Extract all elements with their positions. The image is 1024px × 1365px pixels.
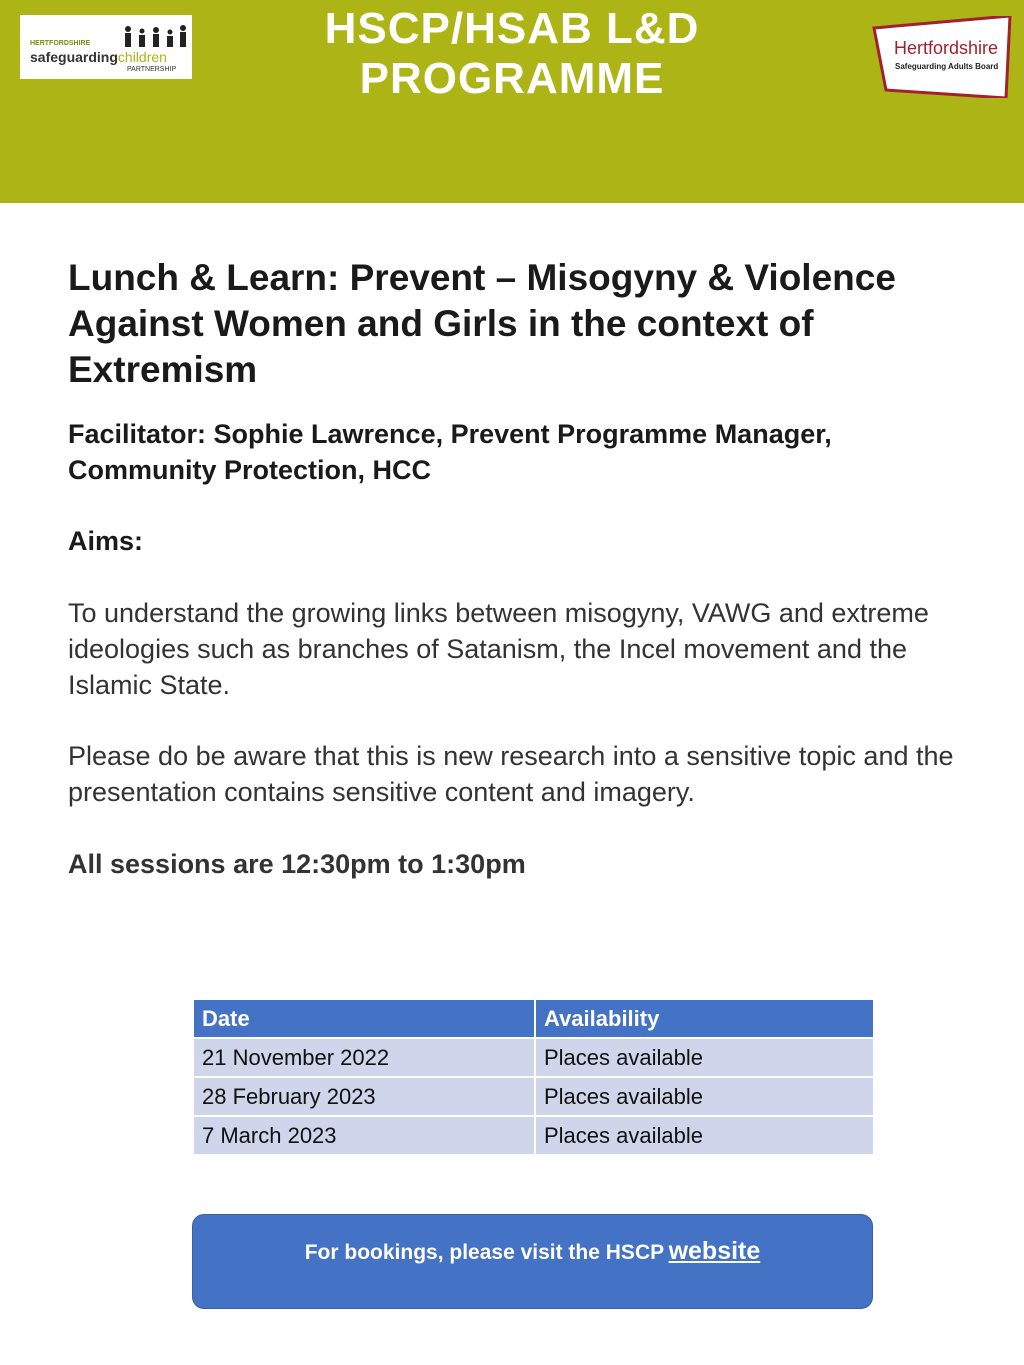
row-date: 28 February 2023 (193, 1077, 535, 1116)
website-link[interactable]: website (668, 1237, 761, 1265)
aims-heading: Aims: (68, 526, 144, 556)
logo-partnership-text: PARTNERSHIP (127, 66, 177, 73)
booking-box (192, 1214, 873, 1309)
table-header-row (193, 999, 874, 1038)
aims-text: To understand the growing links between misogyny, VAWG and extreme ideologies such as branches of Satanism, the Incel movement and the Islamic State. (68, 598, 929, 700)
row-availability: Places available (535, 1077, 874, 1116)
title-line-2: PROGRAMME (359, 54, 665, 103)
row-date: 21 November 2022 (193, 1038, 535, 1077)
title-line-1: HSCP/HSAB L&D (324, 4, 700, 53)
booking-text: For bookings, please visit the HSCP (304, 1241, 665, 1264)
table-row (193, 1116, 874, 1155)
people-figures-icon (120, 25, 190, 49)
table-row (193, 1038, 874, 1077)
header-banner (0, 0, 1024, 203)
session-dates-table (192, 998, 875, 1156)
table-row (193, 1077, 874, 1116)
logo-main-text: safeguardingchildren (30, 49, 167, 65)
row-date: 7 March 2023 (193, 1116, 535, 1155)
row-availability: Places available (535, 1038, 874, 1077)
facilitator-text: Facilitator: Sophie Lawrence, Prevent Programme Manager, Community Protection, HCC (68, 419, 832, 485)
sensitive-content-notice: Please do be aware that this is new research into a sensitive topic and the presentation contains sensitive content and imagery. (68, 741, 954, 807)
safeguarding-children-partnership-logo (20, 15, 192, 79)
header-availability: Availability (535, 999, 874, 1038)
course-title: Lunch & Learn: Prevent – Misogyny & Violence Against Women and Girls in the context of Extremism (68, 257, 896, 390)
logo-subtitle-text: Safeguarding Adults Board (895, 62, 999, 71)
session-times: All sessions are 12:30pm to 1:30pm (68, 849, 526, 879)
row-availability: Places available (535, 1116, 874, 1155)
logo-name-text: Hertfordshire (894, 38, 999, 58)
page-title (212, 4, 812, 104)
logo-county-text: HERTFORDSHIRE (30, 40, 91, 47)
header-date: Date (193, 999, 535, 1038)
safeguarding-adults-board-logo (872, 16, 1012, 98)
